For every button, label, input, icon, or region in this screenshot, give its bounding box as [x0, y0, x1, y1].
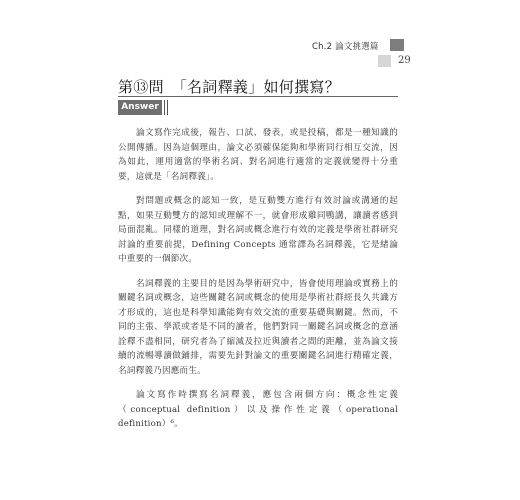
paragraph: 對問題或概念的認知一致，是互動雙方進行有效討論或溝通的起點，如果互動雙方的認知或理解不一，就會形成雞同鴨講，讓讀者感到局面混亂。同樣的道理，對名詞或概念進行有效的定義是學術社群研究討論的重要前提，Defining Concepts 通常譯為名詞釋義，它是緒論中重要的一個節次。	[118, 196, 398, 264]
paragraph: 論文寫作完成後，報告、口試、發表，或是投稿，都是一種知識的公開傳播。因為這個理由，論文必須確保能夠和學術同行相互交流，因為如此，運用適當的學術名詞、對名詞進行適當的定義就變得十分重要，這就是「名詞釋義」。	[118, 128, 398, 182]
running-header: Ch.2 論文挑選篇	[312, 42, 379, 52]
chapter-tab-dark	[390, 39, 404, 51]
paragraph: 名詞釋義的主要目的是因為學術研究中，皆會使用理論或實務上的關鍵名詞或概念，這些關鍵名詞或概念的使用是學術社群經長久共識方才形成的，這也是科學知識能夠有效交流的重要基礎與關鍵。然而，不同的主張、學派或者是不同的讀者，他們對同一關鍵名詞或概念的意涵詮釋不盡相同，研究者為了縮減及拉近與讀者之間的距離，並為論文接續的流暢導讀做鋪排，需要先針對論文的重要關鍵名詞進行精確定義，名詞釋義乃因應而生。	[118, 278, 398, 376]
chapter-tab-light	[378, 55, 391, 67]
answer-bar-mark	[167, 100, 168, 115]
answer-label: Answer	[118, 100, 162, 115]
question-title: 第⑬問 「名詞釋義」如何撰寫？	[118, 78, 341, 96]
title-divider	[118, 96, 398, 97]
answer-body	[118, 126, 398, 432]
paragraph: 論文寫作時撰寫名詞釋義，應包含兩個方向：概念性定義（conceptual definition）以及操作性定義（operational definition）⁶。	[118, 390, 398, 429]
answer-bar-mark	[164, 100, 165, 115]
page-number: 29	[398, 55, 411, 66]
